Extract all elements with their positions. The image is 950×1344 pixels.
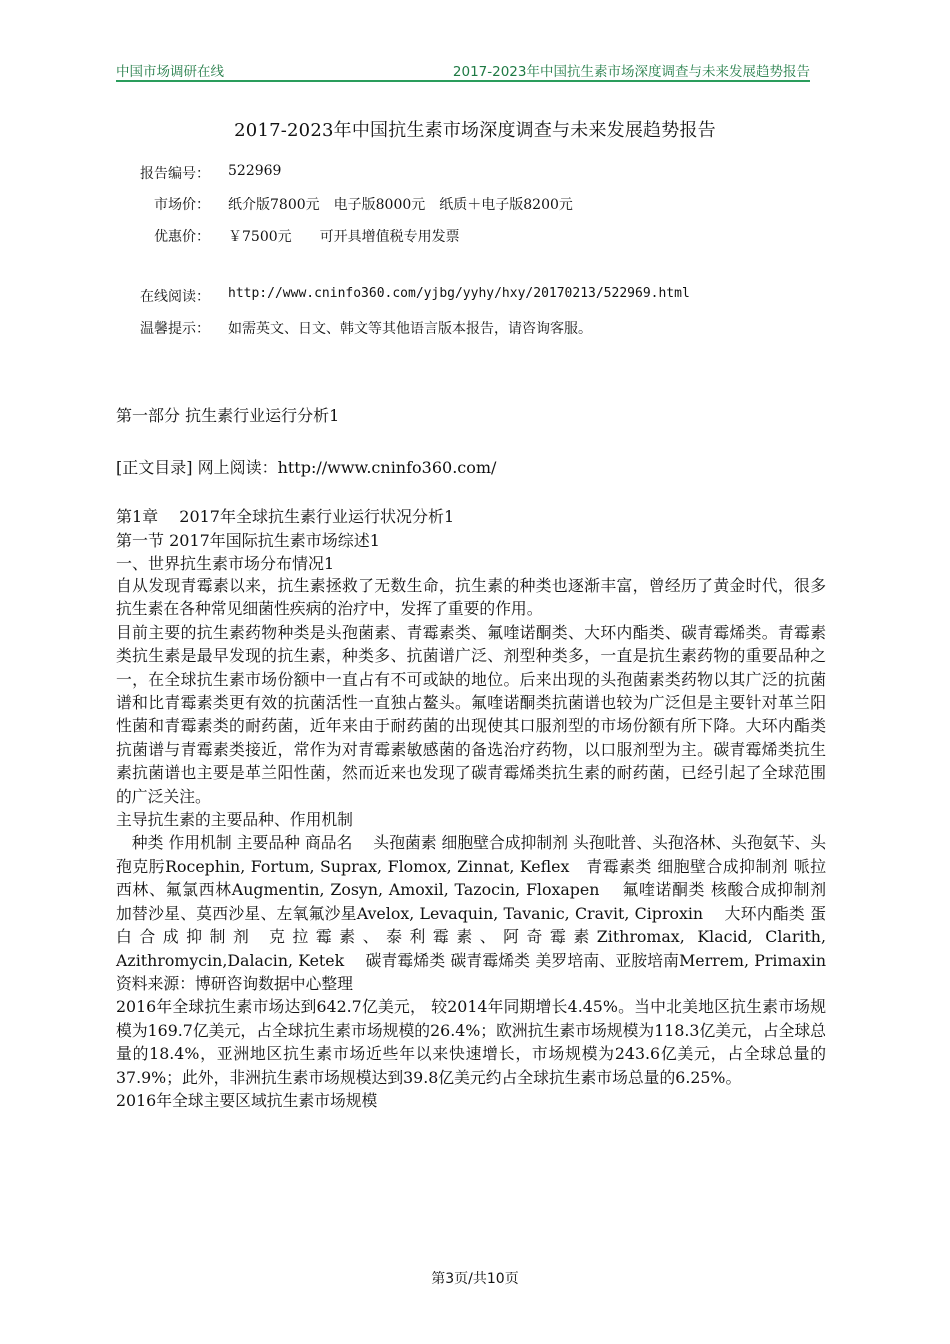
section-heading: 第一节 2017年国际抗生素市场综述1 <box>116 531 380 550</box>
report-number-value: 522969 <box>228 163 282 179</box>
tip-label: 温馨提示： <box>140 321 210 337</box>
body-text <box>116 574 826 1112</box>
part-heading: 第一部分 抗生素行业运行分析1 <box>116 406 340 425</box>
item-heading: 一、世界抗生素市场分布情况1 <box>116 554 335 573</box>
price-value: 纸介版7800元 电子版8000元 纸质＋电子版8200元 <box>228 197 573 213</box>
figure-caption: 2016年全球主要区域抗生素市场规模 <box>116 1090 378 1110</box>
toc-link[interactable]: [正文目录] 网上阅读：http://www.cninfo360.com/ <box>116 458 497 477</box>
drug-table-text: 种类 作用机制 主要品种 商品名 头孢菌素 细胞壁合成抑制剂 头孢吡普、头孢洛林、头孢氨苄、头孢克肟Rocephin, Fortum, Suprax, Flomox, Zinnat, Keflex 青霉素类 细胞壁合成抑制剂 哌拉西林、氟氯西林Augmentin, Zosyn, Amoxil, Tazocin, Floxapen 氟喹诺酮类 核酸合成抑制剂 加替沙星、莫西沙星、左氧氟沙星Avelox, Levaquin, Tavanic, Cravit, Ciproxin 大环内酯类 蛋白合成抑制剂 克拉霉素、泰利霉素、阿奇霉素Zithromax, Klacid, Clarith, Azithromycin,Dalacin, Ketek 碳青霉烯类 碳青霉烯类 美罗培南、亚胺培南Merrem, Primaxin 资料来源：博研咨询数据中心整理 <box>116 833 826 993</box>
tip-value: 如需英文、日文、韩文等其他语言版本报告，请咨询客服。 <box>228 321 592 337</box>
page-number: 第3页/共10页 <box>431 1271 519 1287</box>
chapter-heading: 第1章 2017年全球抗生素行业运行状况分析1 <box>116 507 455 526</box>
report-number-label: 报告编号： <box>140 166 210 182</box>
paragraph-market-size: 2016年全球抗生素市场达到642.7亿美元， 较2014年同期增长4.45%。当中北美地区抗生素市场规模为169.7亿美元，占全球抗生素市场规模的26.4%；欧洲抗生素市场规模为118.3亿美元，占全球总量的18.4%，亚洲地区抗生素市场近些年以来快速增长，市场规模为243.6亿美元，占全球总量的37.9%；此外，非洲抗生素市场规模达到39.8亿美元约占全球抗生素市场总量的6.25%。 <box>116 997 826 1087</box>
paragraph-drug-classes: 目前主要的抗生素药物种类是头孢菌素、青霉素类、氟喹诺酮类、大环内酯类、碳青霉烯类。青霉素类抗生素是最早发现的抗生素，种类多、抗菌谱广泛、剂型种类多，一直是抗生素药物的重要品种之一，在全球抗生素市场份额中一直占有不可或缺的地位。后来出现的头孢菌素类药物以其广泛的抗菌谱和比青霉素类更有效的抗菌活性一直独占鳌头。氟喹诺酮类抗菌谱也较为广泛但是主要针对革兰阳性菌和青霉素类的耐药菌，近年来由于耐药菌的出现使其口服剂型的市场份额有所下降。大环内酯类抗菌谱与青霉素类接近，常作为对青霉素敏感菌的备选治疗药物，以口服剂型为主。碳青霉烯类抗生素抗菌谱也主要是革兰阳性菌，然而近来也发现了碳青霉烯类抗生素的耐药菌，已经引起了全球范围的广泛关注。 <box>116 622 826 806</box>
paragraph-intro: 自从发现青霉素以来，抗生素拯救了无数生命，抗生素的种类也逐渐丰富，曾经历了黄金时代，很多抗生素在各种常见细菌性疾病的治疗中，发挥了重要的作用。 <box>116 576 826 619</box>
discount-label: 优惠价： <box>154 229 210 245</box>
price-label: 市场价： <box>154 197 210 213</box>
discount-value: ￥7500元 可开具增值税专用发票 <box>228 229 460 245</box>
table-caption: 主导抗生素的主要品种、作用机制 <box>116 810 353 830</box>
online-read-link[interactable]: http://www.cninfo360.com/yjbg/yyhy/hxy/20170213/522969.html <box>228 286 690 301</box>
header-report-title: 2017-2023年中国抗生素市场深度调查与未来发展趋势报告 <box>452 64 810 80</box>
report-title: 2017-2023年中国抗生素市场深度调查与未来发展趋势报告 <box>234 120 716 141</box>
online-read-label: 在线阅读： <box>140 289 210 305</box>
page-header <box>116 58 810 82</box>
header-site-name: 中国市场调研在线 <box>116 64 224 80</box>
